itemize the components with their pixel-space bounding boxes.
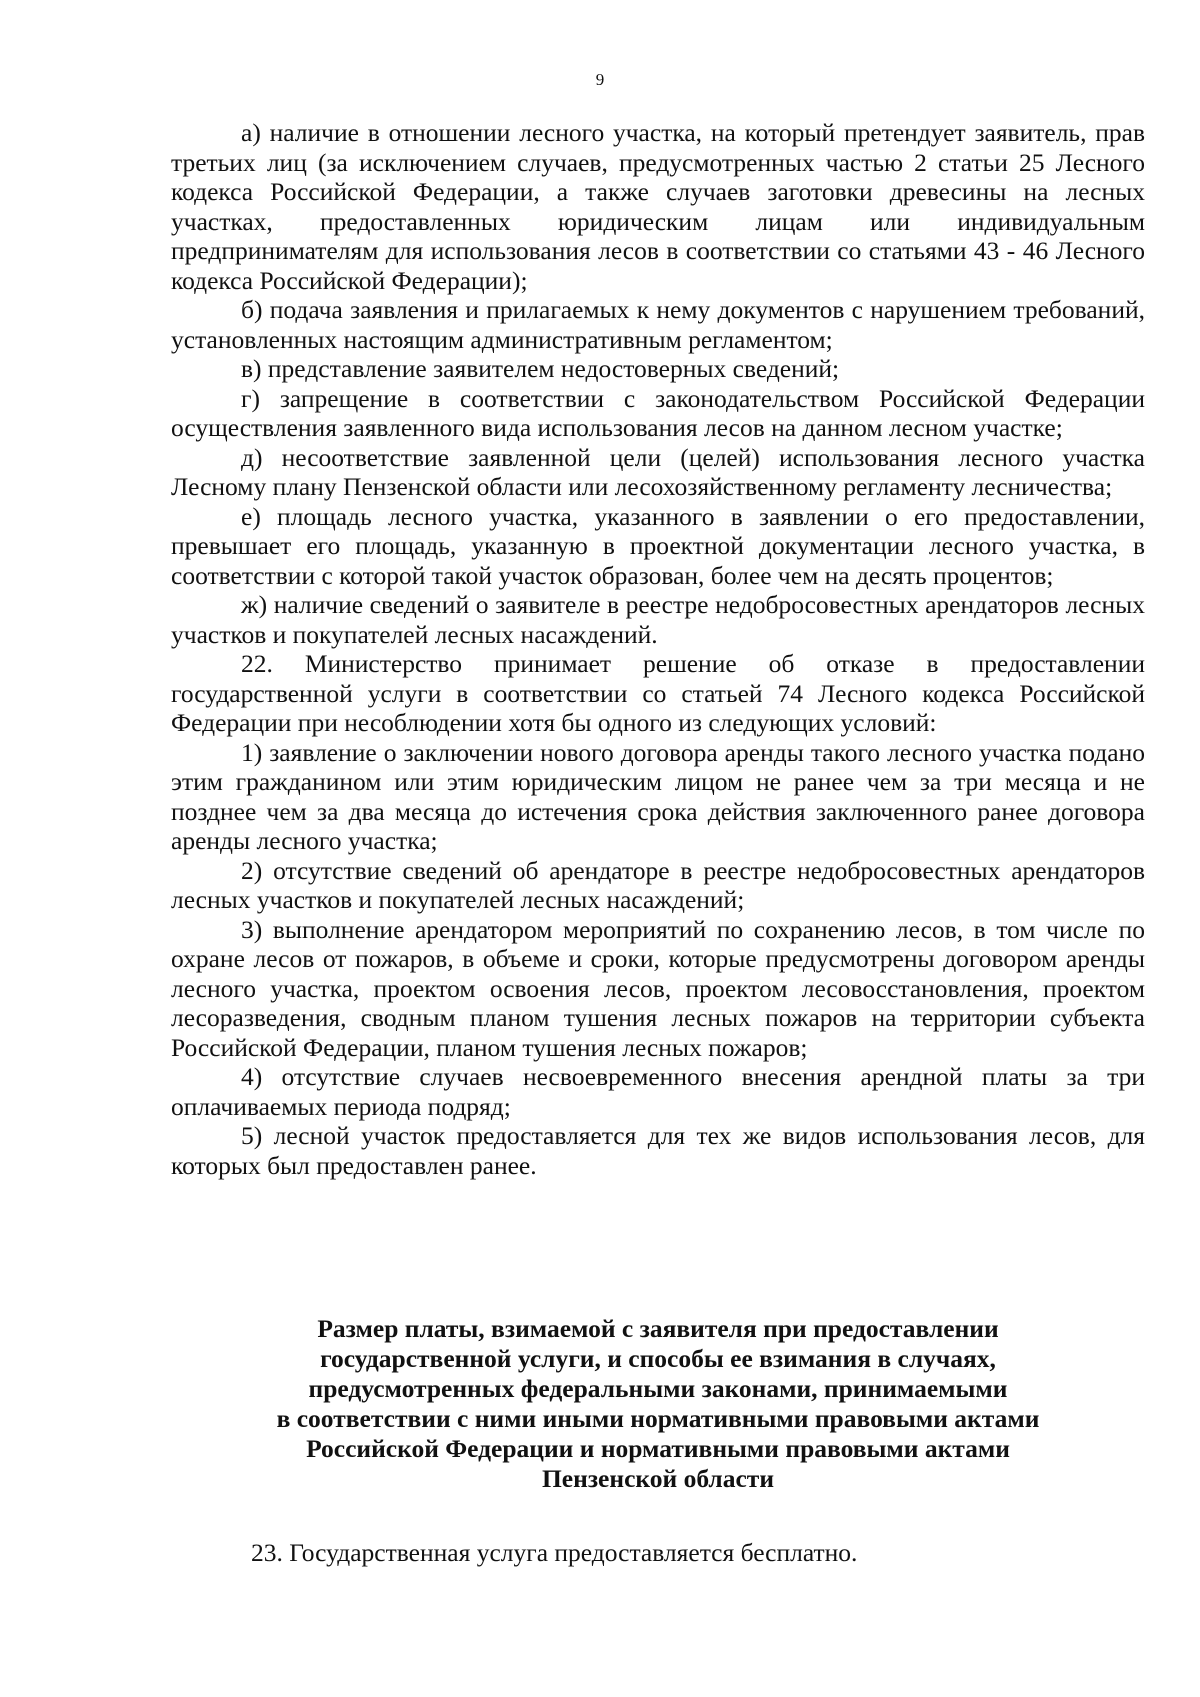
- paragraph-22-2: 2) отсутствие сведений об арендаторе в реестре недобросовестных арендаторов лесных участков и покупателей лесных насаждений;: [171, 855, 1145, 914]
- paragraph-d: д) несоответствие заявленной цели (целей) использования лесного участка Лесному плану Пензенской области или лесохозяйственному регламенту лесничества;: [171, 442, 1145, 501]
- heading-line: в соответствии с ними иными нормативными правовыми актами: [276, 1404, 1040, 1433]
- paragraph-22-1: 1) заявление о заключении нового договора аренды такого лесного участка подано этим гражданином или этим юридическим лицом не ранее чем за три месяца и не позднее чем за два месяца до истечения срока действия заключенного ранее договора аренды лесного участка;: [171, 737, 1145, 855]
- paragraph-22-5: 5) лесной участок предоставляется для тех же видов использования лесов, для которых был предоставлен ранее.: [171, 1121, 1145, 1180]
- paragraph-v: в) представление заявителем недостоверных сведений;: [241, 354, 840, 383]
- heading-line: Пензенской области: [541, 1464, 775, 1493]
- closing-text: [171, 1538, 1145, 1568]
- page-number: 9: [595, 70, 605, 89]
- paragraph-a: а) наличие в отношении лесного участка, на который претендует заявитель, прав третьих лиц (за исключением случаев, предусмотренных частью 2 статьи 25 Лесного кодекса Российской Федерации, а также случаев заготовки древесины на лесных участках, предоставленных юридическим лицам или индивидуальным предпринимателям для использования лесов в соответствии со статьями 43 - 46 Лесного кодекса Российской Федерации);: [171, 118, 1145, 295]
- paragraph-zh: ж) наличие сведений о заявителе в реестре недобросовестных арендаторов лесных участков и покупателей лесных насаждений.: [171, 590, 1145, 649]
- heading-line: предусмотренных федеральными законами, принимаемыми: [308, 1374, 1008, 1403]
- paragraph-22-3: 3) выполнение арендатором мероприятий по сохранению лесов, в том числе по охране лесов от пожаров, в объеме и сроки, которые предусмотрены договором аренды лесного участка, проектом освоения лесов, проектом лесовосстановления, проектом лесоразведения, сводным планом тушения лесных пожаров на территории субъекта Российской Федерации, планом тушения лесных пожаров;: [171, 914, 1145, 1062]
- heading-line: Размер платы, взимаемой с заявителя при предоставлении: [317, 1314, 999, 1343]
- heading-line: государственной услуги, и способы ее взимания в случаях,: [320, 1344, 996, 1373]
- paragraph-22: 22. Министерство принимает решение об отказе в предоставлении государственной услуги в соответствии со статьей 74 Лесного кодекса Российской Федерации при несоблюдении хотя бы одного из следующих условий:: [171, 649, 1145, 737]
- paragraph-22-4: 4) отсутствие случаев несвоевременного внесения арендной платы за три оплачиваемых периода подряд;: [171, 1062, 1145, 1121]
- section-heading: [171, 1314, 1145, 1494]
- body-text: [171, 118, 1145, 1180]
- paragraph-e: е) площадь лесного участка, указанного в заявлении о его предоставлении, превышает его площадь, указанную в проектной документации лесного участка, в соответствии с которой такой участок образован, более чем на десять процентов;: [171, 501, 1145, 590]
- paragraph-g: г) запрещение в соответствии с законодательством Российской Федерации осуществления заявленного вида использования лесов на данном лесном участке;: [171, 383, 1145, 442]
- paragraph-b: б) подача заявления и прилагаемых к нему документов с нарушением требований, установленных настоящим административным регламентом;: [171, 295, 1145, 354]
- heading-line: Российской Федерации и нормативными правовыми актами: [306, 1434, 1010, 1463]
- paragraph-23: 23. Государственная услуга предоставляется бесплатно.: [251, 1538, 858, 1567]
